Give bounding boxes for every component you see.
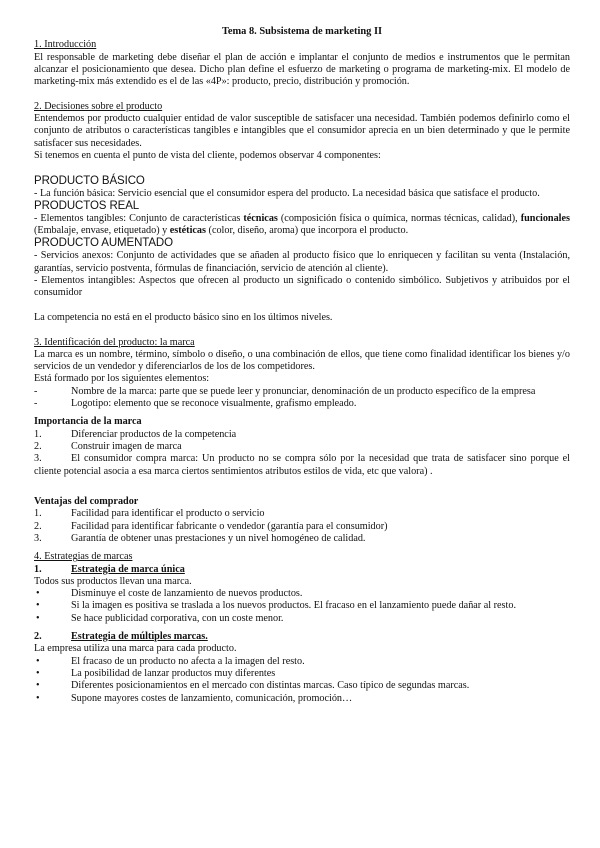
section-1-text: El responsable de marketing debe diseñar el plan de acción e implantar el conjunto de medios e instrumentos que le permitan alcanzar el posicionamiento que desea. Dicho plan define el esfuerzo de marketing o programa de marketing-mix. El modelo de marketing-mix más extendido es el de las «4P»: producto, precio, distribución y promoción. — [34, 51, 570, 88]
section-3-text-2: Está formado por los siguientes elementos: — [34, 373, 210, 385]
list-item: - Logotipo: elemento que se reconoce visualmente, grafismo empleado. — [34, 398, 357, 410]
list-item: • Si la imagen es positiva se traslada a los nuevos productos. El fracaso en el lanzamiento puede dañar al resto. — [36, 600, 516, 612]
list-item: 3. Garantía de obtener unas prestaciones y un nivel homogéneo de calidad. — [34, 532, 366, 544]
document-page — [34, 26, 570, 705]
list-item: • La posibilidad de lanzar productos muy diferentes — [36, 667, 276, 679]
document-title: Tema 8. Subsistema de marketing II — [221, 26, 383, 37]
section-3-text-1: La marca es un nombre, término, símbolo o diseño, o una combinación de ellos, que tiene como finalidad identificar los bienes y/o servicios de un vendedor y diferenciarlos de los de los competidores. — [34, 348, 570, 373]
section-2-text-1: Entendemos por producto cualquier entidad de valor susceptible de satisfacer una necesidad. También podemos definirlo como el conjunto de atributos o características tangibles e intangibles que el consumidor aprecia en un bien determinado y que le permite satisfacer sus necesidades. — [34, 113, 570, 149]
list-item: - Nombre de la marca: parte que se puede leer y pronunciar, denominación de un producto específico de la empresa — [34, 385, 536, 397]
strategy-1-heading: 1. Estrategia de marca única — [34, 563, 185, 575]
strategy-1-intro: Todos sus productos llevan una marca. — [34, 575, 192, 587]
list-item: • Disminuye el coste de lanzamiento de nuevos productos. — [36, 588, 303, 600]
list-item: 2. Construir imagen de marca — [34, 440, 182, 452]
producto-basico-heading: PRODUCTO BÁSICO — [34, 174, 145, 187]
list-item: 3. El consumidor compra marca: Un producto no se compra sólo por la necesidad que trata de satisfacer sino porque el cliente potencial asocia a esa marca ciertos sentimientos atributos estilos de vida, etc que valora) . — [34, 453, 570, 477]
producto-aumentado-text-2: - Elementos intangibles: Aspectos que ofrecen al producto un significado o contenido simbólico. Subjetivos y atribuidos por el consumidor — [34, 275, 570, 299]
list-item: • Diferentes posicionamientos en el mercado con distintas marcas. Caso típico de segundas marcas. — [36, 680, 470, 692]
list-item: • El fracaso de un producto no afecta a la imagen del resto. — [36, 655, 305, 667]
section-2-text-2: Si tenemos en cuenta el punto de vista del cliente, podemos observar 4 componentes: — [34, 149, 381, 161]
productos-real-text: - Elementos tangibles: Conjunto de características técnicas (composición física o química, normas técnicas, calidad), funcionales (Embalaje, envase, etiquetado) y estéticas (color, diseño, aroma) que incorpora el producto. — [34, 212, 570, 237]
strategy-2-intro: La empresa utiliza una marca para cada producto. — [34, 643, 237, 655]
section-2-heading: 2. Decisiones sobre el producto — [34, 100, 163, 112]
section-4-heading: 4. Estrategias de marcas — [34, 551, 133, 563]
ventajas-heading: Ventajas del comprador — [34, 496, 139, 508]
importancia-heading: Importancia de la marca — [34, 416, 142, 428]
list-item: 1. Diferenciar productos de la competencia — [34, 428, 237, 440]
list-item: 1. Facilidad para identificar el producto o servicio — [34, 508, 265, 520]
productos-real-heading: PRODUCTOS REAL — [34, 199, 140, 212]
producto-aumentado-text-1: - Servicios anexos: Conjunto de actividades que se añaden al producto físico que lo enriquecen y facilitan su venta (Instalación, garantías, servicio postventa, fórmulas de financiación, servicio de atención al cliente). — [34, 250, 570, 274]
competencia-text: La competencia no está en el producto básico sino en los últimos niveles. — [34, 311, 333, 323]
producto-basico-text: - La función básica: Servicio esencial que el consumidor espera del producto. La necesidad básica que satisface el producto. — [34, 187, 540, 199]
list-item: • Se hace publicidad corporativa, con un coste menor. — [36, 612, 284, 624]
producto-aumentado-heading: PRODUCTO AUMENTADO — [34, 237, 173, 250]
list-item: • Supone mayores costes de lanzamiento, comunicación, promoción… — [36, 692, 353, 704]
list-item: 2. Facilidad para identificar fabricante o vendedor (garantía para el consumidor) — [34, 520, 388, 532]
strategy-2-heading: 2. Estrategia de múltiples marcas. — [34, 631, 208, 643]
section-3-heading: 3. Identificación del producto: la marca — [34, 336, 195, 348]
section-1-heading: 1. Introducción — [34, 39, 97, 51]
